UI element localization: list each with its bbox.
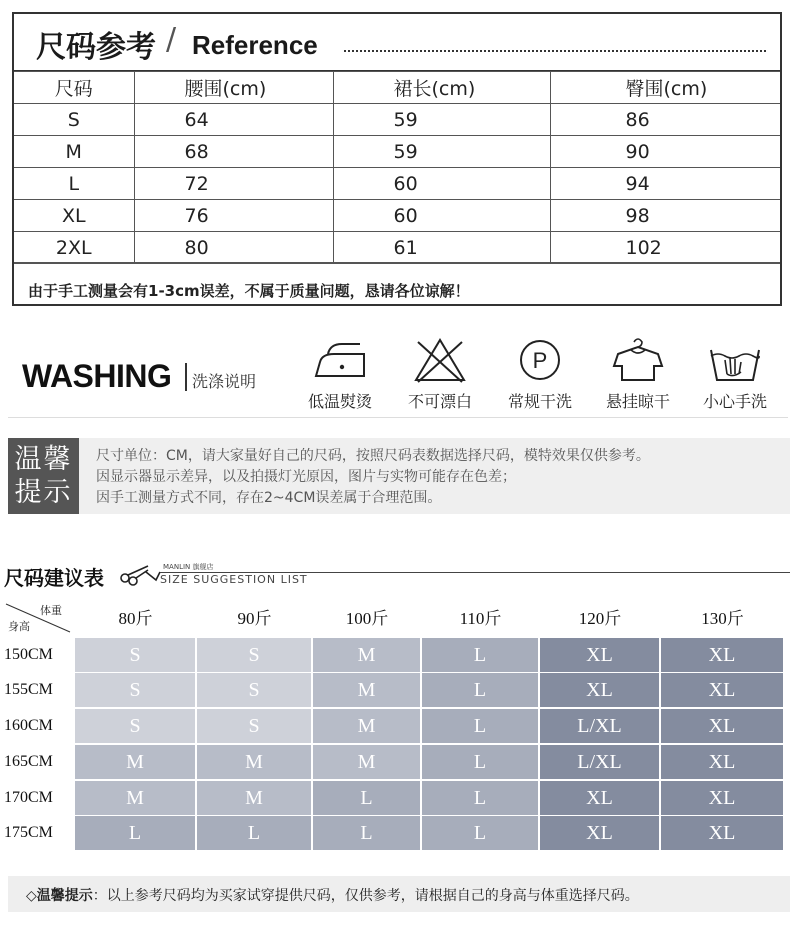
length-cell: 59 — [333, 136, 550, 168]
reference-title-en: Reference — [192, 30, 318, 60]
size-cell: M — [197, 781, 311, 815]
size-cell: S — [75, 673, 195, 707]
size-cell: S — [197, 709, 311, 743]
scissors-icon — [118, 562, 162, 586]
size-cell: XL — [540, 673, 659, 707]
height-label: 175CM — [4, 824, 53, 841]
tips-badge — [8, 438, 79, 514]
size-cell: M — [14, 136, 134, 168]
size-cell: L — [197, 816, 311, 850]
waist-cell: 80 — [134, 232, 333, 264]
washing-subtitle: 洗涤说明 — [192, 372, 257, 391]
size-cell: L — [422, 816, 538, 850]
title-dotted-rule — [344, 50, 766, 52]
size-cell: L — [422, 638, 538, 672]
size-cell: S — [75, 709, 195, 743]
size-cell: L — [422, 709, 538, 743]
iron-icon — [300, 336, 380, 384]
size-cell: M — [313, 638, 420, 672]
wash-label-hand-wash: 小心手洗 — [702, 392, 767, 411]
no-bleach-icon — [400, 336, 480, 384]
size-cell: XL — [661, 709, 783, 743]
hip-cell: 86 — [550, 104, 780, 136]
header-skirt-length: 裙长(cm) — [333, 72, 550, 104]
table-header-row — [14, 72, 780, 104]
size-cell: XL — [540, 638, 659, 672]
title-slash: / — [166, 22, 177, 57]
waist-cell: 72 — [134, 168, 333, 200]
suggestion-subtitle-en: SIZE SUGGESTION LIST — [160, 573, 308, 586]
size-cell: L — [14, 168, 134, 200]
bottom-tip-text — [26, 885, 639, 905]
header-waist: 腰围(cm) — [134, 72, 333, 104]
weight-header: 80斤 — [118, 609, 153, 628]
height-label: 170CM — [4, 789, 53, 806]
corner-weight-label: 体重 — [40, 604, 62, 617]
size-reference-panel — [12, 12, 782, 306]
brand-name: MANLIN 旗舰店 — [163, 563, 214, 571]
tips-badge-line1: 温馨 — [14, 444, 73, 475]
size-cell: M — [197, 745, 311, 779]
size-cell: S — [197, 673, 311, 707]
size-cell: XL — [661, 638, 783, 672]
height-label: 150CM — [4, 646, 53, 663]
wash-label-hang-dry: 悬挂晾干 — [605, 392, 670, 411]
size-cell: M — [75, 745, 195, 779]
hand-wash-icon — [695, 336, 775, 384]
size-cell: L — [422, 745, 538, 779]
tips-line: 因显示器显示差异，以及拍摄灯光原因，图片与实物可能存在色差； — [96, 469, 516, 485]
weight-header: 130斤 — [701, 609, 744, 628]
waist-cell: 68 — [134, 136, 333, 168]
size-cell: XL — [540, 781, 659, 815]
bottom-tip-bar — [8, 876, 790, 912]
height-label: 160CM — [4, 717, 53, 734]
tips-text — [96, 446, 650, 509]
size-cell: XL — [661, 781, 783, 815]
size-cell: 2XL — [14, 232, 134, 264]
corner-height-label: 身高 — [8, 620, 30, 633]
size-cell: L/XL — [540, 745, 659, 779]
size-cell: L — [313, 781, 420, 815]
size-cell: M — [313, 673, 420, 707]
size-cell: M — [313, 709, 420, 743]
weight-header: 120斤 — [578, 609, 622, 628]
tips-box — [8, 438, 790, 514]
length-cell: 61 — [333, 232, 550, 264]
hip-cell: 90 — [550, 136, 780, 168]
header-size: 尺码 — [14, 72, 134, 104]
table-row — [14, 168, 780, 200]
reference-title-bar — [14, 14, 780, 72]
size-cell: L — [422, 781, 538, 815]
table-row — [14, 104, 780, 136]
table-row — [14, 136, 780, 168]
tips-badge-line2: 提示 — [14, 477, 73, 508]
size-reference-table — [14, 71, 780, 264]
bottom-tip-body: ：以上参考尺码均为买家试穿提供尺码，仅供参考，请根据自己的身高与体重选择尺码。 — [92, 888, 639, 904]
corner-header — [4, 602, 74, 634]
bottom-tip-prefix: ◇温馨提示 — [26, 888, 93, 904]
size-cell: XL — [661, 816, 783, 850]
size-cell: XL — [661, 745, 783, 779]
weight-header: 110斤 — [459, 609, 502, 628]
hip-cell: 98 — [550, 200, 780, 232]
tips-line: 因手工测量方式不同，存在2~4CM误差属于合理范围。 — [96, 490, 442, 506]
wash-label-no-bleach: 不可漂白 — [407, 392, 472, 411]
height-label: 165CM — [4, 753, 53, 770]
length-cell: 60 — [333, 168, 550, 200]
hang-dry-icon — [598, 336, 678, 384]
suggestion-title: 尺码建议表 — [4, 566, 104, 590]
weight-header: 90斤 — [237, 609, 272, 628]
washing-separator — [8, 417, 788, 418]
size-cell: L — [422, 673, 538, 707]
size-cell: L/XL — [540, 709, 659, 743]
size-cell: L — [313, 816, 420, 850]
size-cell: S — [197, 638, 311, 672]
tips-line: 尺寸单位：CM，请大家量好自己的尺码，按照尺码表数据选择尺码，模特效果仅供参考。 — [96, 448, 650, 464]
dry-clean-p-icon — [500, 336, 580, 384]
weight-header: 100斤 — [345, 609, 389, 628]
size-cell: M — [313, 745, 420, 779]
size-cell: M — [75, 781, 195, 815]
table-row — [14, 200, 780, 232]
svg-text:P: P — [532, 348, 548, 373]
size-cell: XL — [661, 673, 783, 707]
waist-cell: 76 — [134, 200, 333, 232]
size-cell: S — [75, 638, 195, 672]
washing-divider — [185, 363, 187, 391]
wash-label-dry-clean: 常规干洗 — [507, 392, 572, 411]
table-divider — [14, 262, 780, 263]
size-cell: S — [14, 104, 134, 136]
size-cell: XL — [540, 816, 659, 850]
table-row — [14, 232, 780, 264]
length-cell: 60 — [333, 200, 550, 232]
washing-title: WASHING — [22, 358, 172, 394]
size-cell: L — [75, 816, 195, 850]
hip-cell: 102 — [550, 232, 780, 264]
height-label: 155CM — [4, 681, 53, 698]
hip-cell: 94 — [550, 168, 780, 200]
wash-label-iron: 低温熨烫 — [307, 392, 372, 411]
size-cell: XL — [14, 200, 134, 232]
reference-title-cn: 尺码参考 — [36, 30, 156, 65]
length-cell: 59 — [333, 104, 550, 136]
header-hip: 臀围(cm) — [550, 72, 780, 104]
waist-cell: 64 — [134, 104, 333, 136]
measurement-error-note: 由于手工测量会有1-3cm误差，不属于质量问题，恳请各位谅解！ — [28, 282, 470, 300]
